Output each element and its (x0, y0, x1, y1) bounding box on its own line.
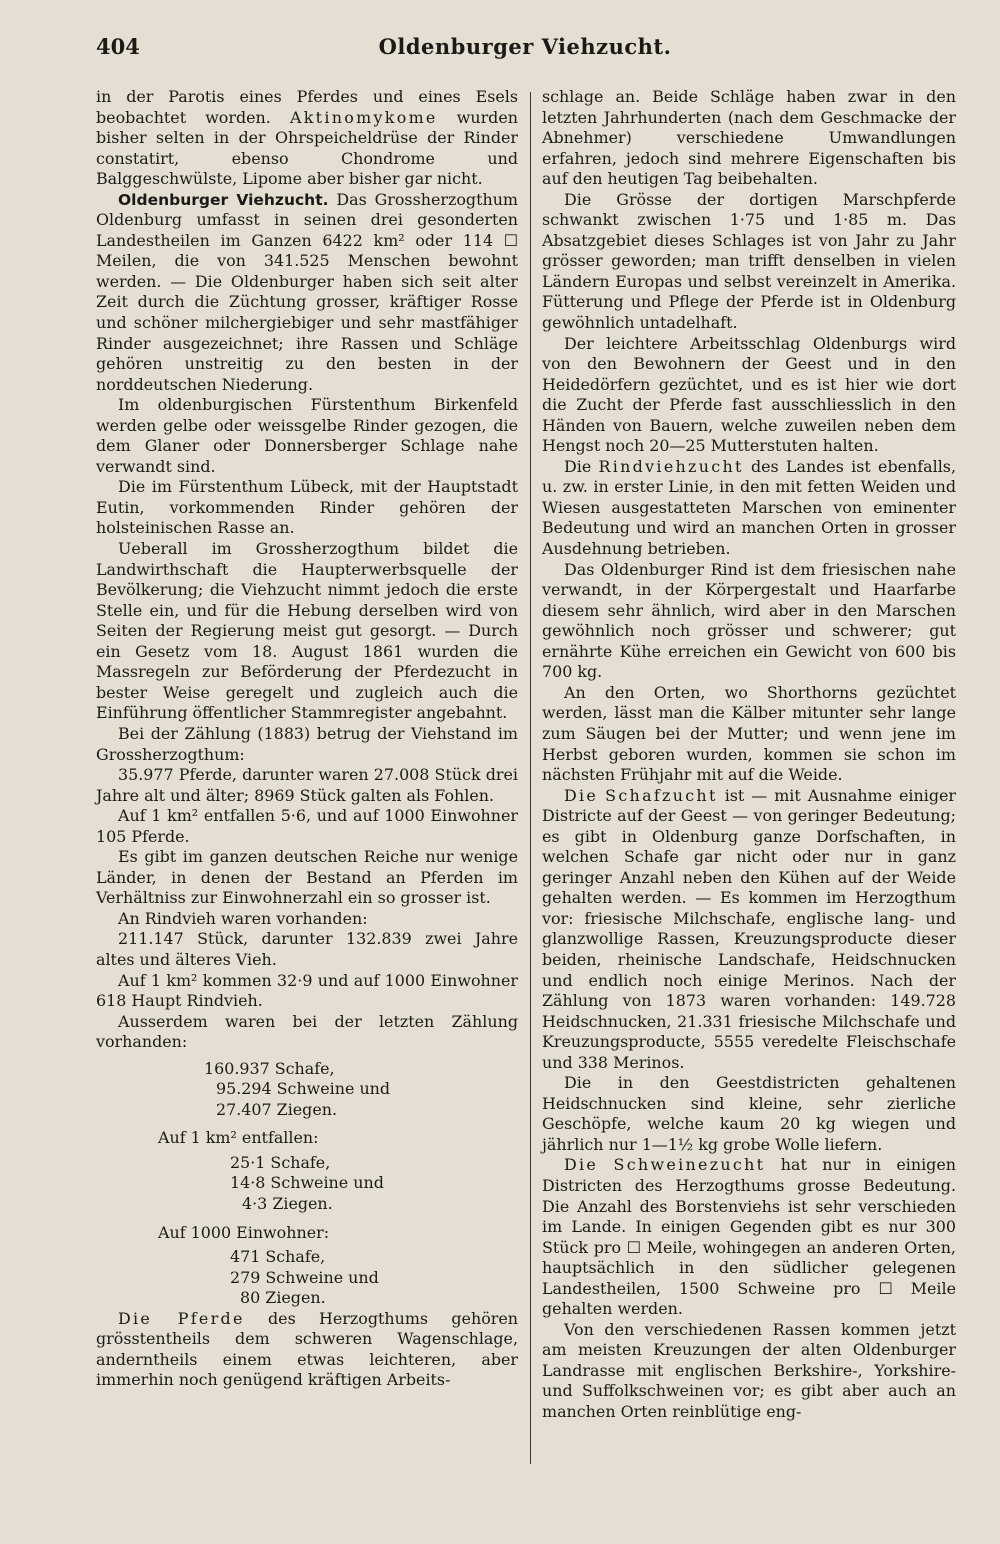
section-heading: Oldenburger Viehzucht. (118, 190, 329, 209)
tally-line: 471 Schafe, (230, 1247, 326, 1267)
paragraph: An den Orten, wo Shorthorns gezüchtet werden, lässt man die Kälber mitunter sehr lange zum Säugen bei der Mutter; und wenn jene im Herbst geboren wurden, kommen sie schon im nächsten Frühjahr mit auf die Weide. (542, 682, 956, 785)
paragraph: Ueberall im Grossherzogthum bildet die Landwirthschaft die Haupterwerbsquelle der Bevölkerung; die Viehzucht nimmt jedoch die erste Stelle ein, und für die Hebung derselben wird von Seiten der Regierung meist gut gesorgt. — Durch ein Gesetz vom 18. August 1861 wurden die Massregeln zur Beförderung der Pferdezucht in bester Weise geregelt und zugleich auch die Einführung öffentlicher Stammregister angebahnt. (96, 539, 518, 723)
paragraph: Ausserdem waren bei der letzten Zählung vorhanden: (96, 1011, 518, 1052)
paragraph (542, 457, 956, 560)
paragraph (96, 190, 518, 395)
text: des Landes ist ebenfalls, u. zw. in erster Linie, in den mit fetten Weiden und Wiesen ausgestatteten Marschen von eminenter Bedeutung und wird an manchen Orten in grosser Ausdehnung betrieben. (542, 456, 956, 559)
text: in der Parotis eines Pferdes und eines Esels beobachtet worden. (96, 87, 518, 127)
text: Das Grossherzogthum Oldenburg umfasst in seinen drei gesonderten Landestheilen im Ganzen 6422 km² oder 114 ☐ Meilen, die von 341.525 Menschen bewohnt werden. — Die Oldenburger haben sich seit alter Zeit durch die Züchtung grosser, kräftiger Rosse und schöner milchergiebiger und sehr mastfähiger Rinder ausgezeichnet; ihre Rassen und Schläge gehören unstreitig zu den besten in der norddeutschen Niederung. (96, 189, 519, 394)
paragraph (96, 1309, 518, 1391)
tally-line: 95.294 Schweine und (216, 1079, 391, 1099)
paragraph: Die im Fürstenthum Lübeck, mit der Hauptstadt Eutin, vorkommenden Rinder gehören der holsteinischen Rasse an. (96, 477, 518, 538)
tally-line: 160.937 Schafe, (204, 1058, 335, 1078)
paragraph (542, 786, 956, 1074)
tally-line: 14·8 Schweine und (230, 1173, 384, 1193)
text: Die (564, 456, 592, 476)
text: ist — mit Ausnahme einiger Districte auf der Geest — von geringer Bedeutung; es gibt in Oldenburg ganze Dorfschaften, in welchen Schafe gar nicht oder nur in ganz geringer Anzahl neben den Kühen auf der Weide gehalten werden. — Es kommen im Herzogthum vor: friesische Milchschafe, englische lang- und glanzwollige Rassen, Kreuzungsproducte dieser beiden, rheinische Landschafe, Heidschnucken und endlich noch einige Merinos. Nach der Zählung von 1873 waren vorhanden: 149.728 Heidschnucken, 21.331 friesische Milchschafe und Kreuzungsproducte, 5555 veredelte Fleischschafe und 338 Merinos. (542, 785, 956, 1072)
paragraph: Der leichtere Arbeitsschlag Oldenburgs wird von den Bewohnern der Geest und in den Heidedörfern gezüchtet, und es ist hier wie dort die Zucht der Pferde fast ausschliesslich in den Händen von Bauern, welche zuweilen neben dem Hengst noch 20—25 Mutterstuten halten. (542, 333, 956, 456)
running-title: Oldenburger Viehzucht. (378, 34, 672, 59)
paragraph: Auf 1 km² kommen 32·9 und auf 1000 Einwohner 618 Haupt Rindvieh. (96, 970, 518, 1011)
right-column (542, 87, 956, 1423)
paragraph: Das Oldenburger Rind ist dem friesischen nahe verwandt, in der Körpergestalt und Haarfarbe diesem sehr ähnlich, wird aber in den Marschen gewöhnlich noch grösser und schwerer; gut ernährte Kühe erreichen ein Gewicht von 600 bis 700 kg. (542, 559, 956, 682)
spaced-term: Die (564, 1155, 599, 1175)
paragraph: Von den verschiedenen Rassen kommen jetzt am meisten Kreuzungen der alten Oldenburger Landrasse mit englischen Berkshire-, Yorkshire- und Suffolkschweinen vor; es gibt aber auch an manchen Orten reinblütige eng- (542, 1319, 956, 1421)
paragraph: 211.147 Stück, darunter 132.839 zwei Jahre altes und älteres Vieh. (96, 929, 518, 969)
column-divider (530, 92, 531, 1464)
paragraph (96, 87, 518, 190)
tally-line: 4·3 Ziegen. (242, 1193, 333, 1213)
spaced-term: Die Pferde (118, 1308, 245, 1328)
tally-line: 279 Schweine und (230, 1267, 379, 1287)
paragraph: Bei der Zählung (1883) betrug der Viehstand im Grossherzogthum: (96, 723, 518, 764)
paragraph: An Rindvieh waren vorhanden: (118, 908, 368, 928)
paragraph (542, 1155, 956, 1319)
paragraph: schlage an. Beide Schläge haben zwar in den letzten Jahrhunderten (nach dem Geschmacke der Abnehmer) verschiedene Umwandlungen erfahren, jedoch sind mehrere Eigenschaften bis auf den heutigen Tag beibehalten. (542, 87, 956, 189)
spaced-term: Schweinezucht (613, 1155, 766, 1175)
paragraph: Auf 1 km² entfallen 5·6, und auf 1000 Einwohner 105 Pferde. (96, 806, 518, 846)
text: hat nur in einigen Districten des Herzogthums grosse Bedeutung. Die Anzahl des Borstenviehs ist sehr verschieden im Lande. In einigen Gegenden gibt es nur 300 Stück pro ☐ Meile, wohingegen an anderen Orten, hauptsächlich in den südlicher gelegenen Landestheilen, 1500 Schweine pro ☐ Meile gehalten werden. (542, 1155, 956, 1319)
left-column (96, 87, 518, 1391)
text: des Herzogthums gehören grösstentheils dem schweren Wagenschlage, anderntheils einem etwas leichteren, aber immerhin noch genügend kräftigen Arbeits- (96, 1308, 518, 1390)
paragraph: 35.977 Pferde, darunter waren 27.008 Stück drei Jahre alt und älter; 8969 Stück galten als Fohlen. (96, 765, 518, 805)
paragraph: Die in den Geestdistricten gehaltenen Heidschnucken sind kleine, sehr zierliche Geschöpfe, welche kaum 20 kg wiegen und jährlich nur 1—1½ kg grobe Wolle liefern. (542, 1073, 956, 1154)
tally-line: 25·1 Schafe, (230, 1152, 331, 1172)
page-header (96, 34, 954, 68)
spaced-term: Rindviehzucht (598, 456, 744, 476)
tally-heading: Auf 1000 Einwohner: (158, 1222, 330, 1242)
spaced-term: Schafzucht (605, 785, 718, 805)
page-number: 404 (96, 34, 140, 59)
tally-line: 80 Ziegen. (240, 1288, 326, 1308)
spaced-term: Die (564, 785, 599, 805)
text: wurden bisher selten in der Ohrspeicheldrüse der Rinder constatirt, ebenso Chondrome und Balggeschwülste, Lipome aber bisher gar nicht. (96, 107, 518, 189)
paragraph: Die Grösse der dortigen Marschpferde schwankt zwischen 1·75 und 1·85 m. Das Absatzgebiet dieses Schlages ist von Jahr zu Jahr grösser geworden; man trifft denselben in vielen Ländern Europas und selbst vereinzelt in Amerika. Fütterung und Pflege der Pferde ist in Oldenburg gewöhnlich untadelhaft. (542, 189, 956, 333)
tally-line: 27.407 Ziegen. (216, 1099, 338, 1119)
paragraph: Es gibt im ganzen deutschen Reiche nur wenige Länder, in denen der Bestand an Pferden im Verhältniss zur Einwohnerzahl ein so grosser ist. (96, 847, 518, 908)
tally-heading: Auf 1 km² entfallen: (158, 1128, 319, 1148)
spaced-term: Aktinomykome (289, 107, 438, 127)
paragraph: Im oldenburgischen Fürstenthum Birkenfeld werden gelbe oder weissgelbe Rinder gezogen, die dem Glaner oder Donnersberger Schlage nahe verwandt sind. (96, 395, 518, 476)
